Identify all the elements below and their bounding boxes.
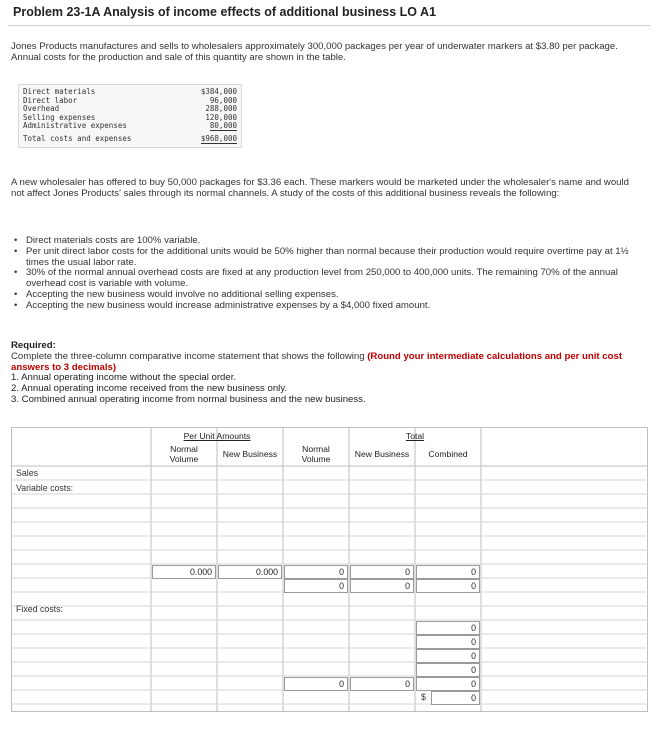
cost-label: Direct materials <box>23 87 96 96</box>
contribution-total-combined[interactable]: 0 <box>416 565 480 579</box>
contribution-total-normal[interactable]: 0 <box>284 565 348 579</box>
page-title: Problem 23-1A Analysis of income effects of additional business LO A1 <box>13 5 437 19</box>
cost-value: 80,000 <box>209 121 237 131</box>
cost-value: 288,000 <box>205 104 237 114</box>
cost-table <box>18 84 242 148</box>
fixed-cost-combined[interactable]: 0 <box>416 663 480 677</box>
cost-value: 120,000 <box>205 112 237 122</box>
combined-operating-income[interactable]: 0 <box>431 691 480 705</box>
fixed-cost-combined[interactable]: 0 <box>416 677 480 691</box>
col-combined: Combined <box>428 449 468 459</box>
cost-value: 96,000 <box>209 95 237 105</box>
list-item: • Direct materials costs are 100% variable. <box>14 236 644 247</box>
income-statement <box>11 427 648 712</box>
required-item: 1. Annual operating income without the special order. <box>11 372 237 384</box>
variable-costs-label: Variable costs: <box>16 483 74 493</box>
required-section <box>11 341 641 406</box>
col-new-business: New Business <box>222 449 278 459</box>
cost-label: Total costs and expenses <box>23 133 132 143</box>
fixed-cost-combined[interactable]: 0 <box>416 635 480 649</box>
list-item: • 30% of the normal annual overhead costs are fixed at any production level from 250,000 to 400,000 units. The remaining 70% of the annual overhead cost is variable with volume. <box>14 268 644 290</box>
fixed-costs-label: Fixed costs: <box>16 604 63 614</box>
cost-value: $968,000 <box>200 133 237 143</box>
cost-label: Administrative expenses <box>23 121 127 131</box>
cost-total-row <box>23 135 237 144</box>
list-item: • Accepting the new business would increase administrative expenses by a $4,000 fixed amount. <box>14 301 644 312</box>
contribution-total-new[interactable]: 0 <box>350 565 414 579</box>
cost-label: Selling expenses <box>23 112 96 122</box>
cost-study-list <box>14 236 644 312</box>
contribution-per-unit-new[interactable]: 0.000 <box>218 565 282 579</box>
intro-paragraph: Jones Products manufactures and sells to wholesalers approximately 300,000 packages per year of underwater markers at $3.80 per package. Annual costs for the production and sale of this quantity are shown in the table. <box>11 41 618 63</box>
offer-paragraph: A new wholesaler has offered to buy 50,000 packages for $3.36 each. These markers would be marketed under the wholesaler's name and would not affect Jones Products' sales through its normal channels. A study of the costs of this additional business reveals the following: <box>11 177 629 199</box>
title-divider <box>8 25 650 26</box>
list-item: • Accepting the new business would involve no additional selling expenses. <box>14 290 644 301</box>
cost-row <box>23 122 237 131</box>
fixed-cost-combined[interactable]: 0 <box>416 649 480 663</box>
per-unit-header: Per Unit Amounts <box>183 431 251 441</box>
cost-label: Overhead <box>23 104 60 114</box>
required-heading: Required: <box>11 340 56 351</box>
cost-value: $384,000 <box>200 87 237 96</box>
fixed-total-new[interactable]: 0 <box>350 677 414 691</box>
fixed-total-normal[interactable]: 0 <box>284 677 348 691</box>
contribution-margin-normal[interactable]: 0 <box>284 579 348 593</box>
contribution-margin-combined[interactable]: 0 <box>416 579 480 593</box>
sales-label: Sales <box>16 468 39 478</box>
required-text: Complete the three-column comparative income statement that shows the following <box>11 350 368 362</box>
list-item: • Per unit direct labor costs for the additional units would be 50% higher than normal because their production would require overtime pay at 1½ times the usual labor rate. <box>14 247 644 269</box>
contribution-margin-new[interactable]: 0 <box>350 579 414 593</box>
fixed-cost-combined[interactable]: 0 <box>416 621 480 635</box>
col-normal-volume: Normal Volume <box>169 444 199 464</box>
required-item: 3. Combined annual operating income from normal business and the new business. <box>11 393 366 405</box>
rounding-instruction: (Round your intermediate calculations and per unit cost answers to 3 decimals) <box>11 350 623 373</box>
total-header: Total <box>405 431 425 441</box>
required-item: 2. Annual operating income received from the new business only. <box>11 383 288 395</box>
col-total-normal-volume: Normal Volume <box>301 444 331 464</box>
cost-label: Direct labor <box>23 95 78 105</box>
contribution-per-unit-normal[interactable]: 0.000 <box>152 565 216 579</box>
currency-symbol: $ <box>421 692 426 702</box>
col-total-new-business: New Business <box>354 449 410 459</box>
